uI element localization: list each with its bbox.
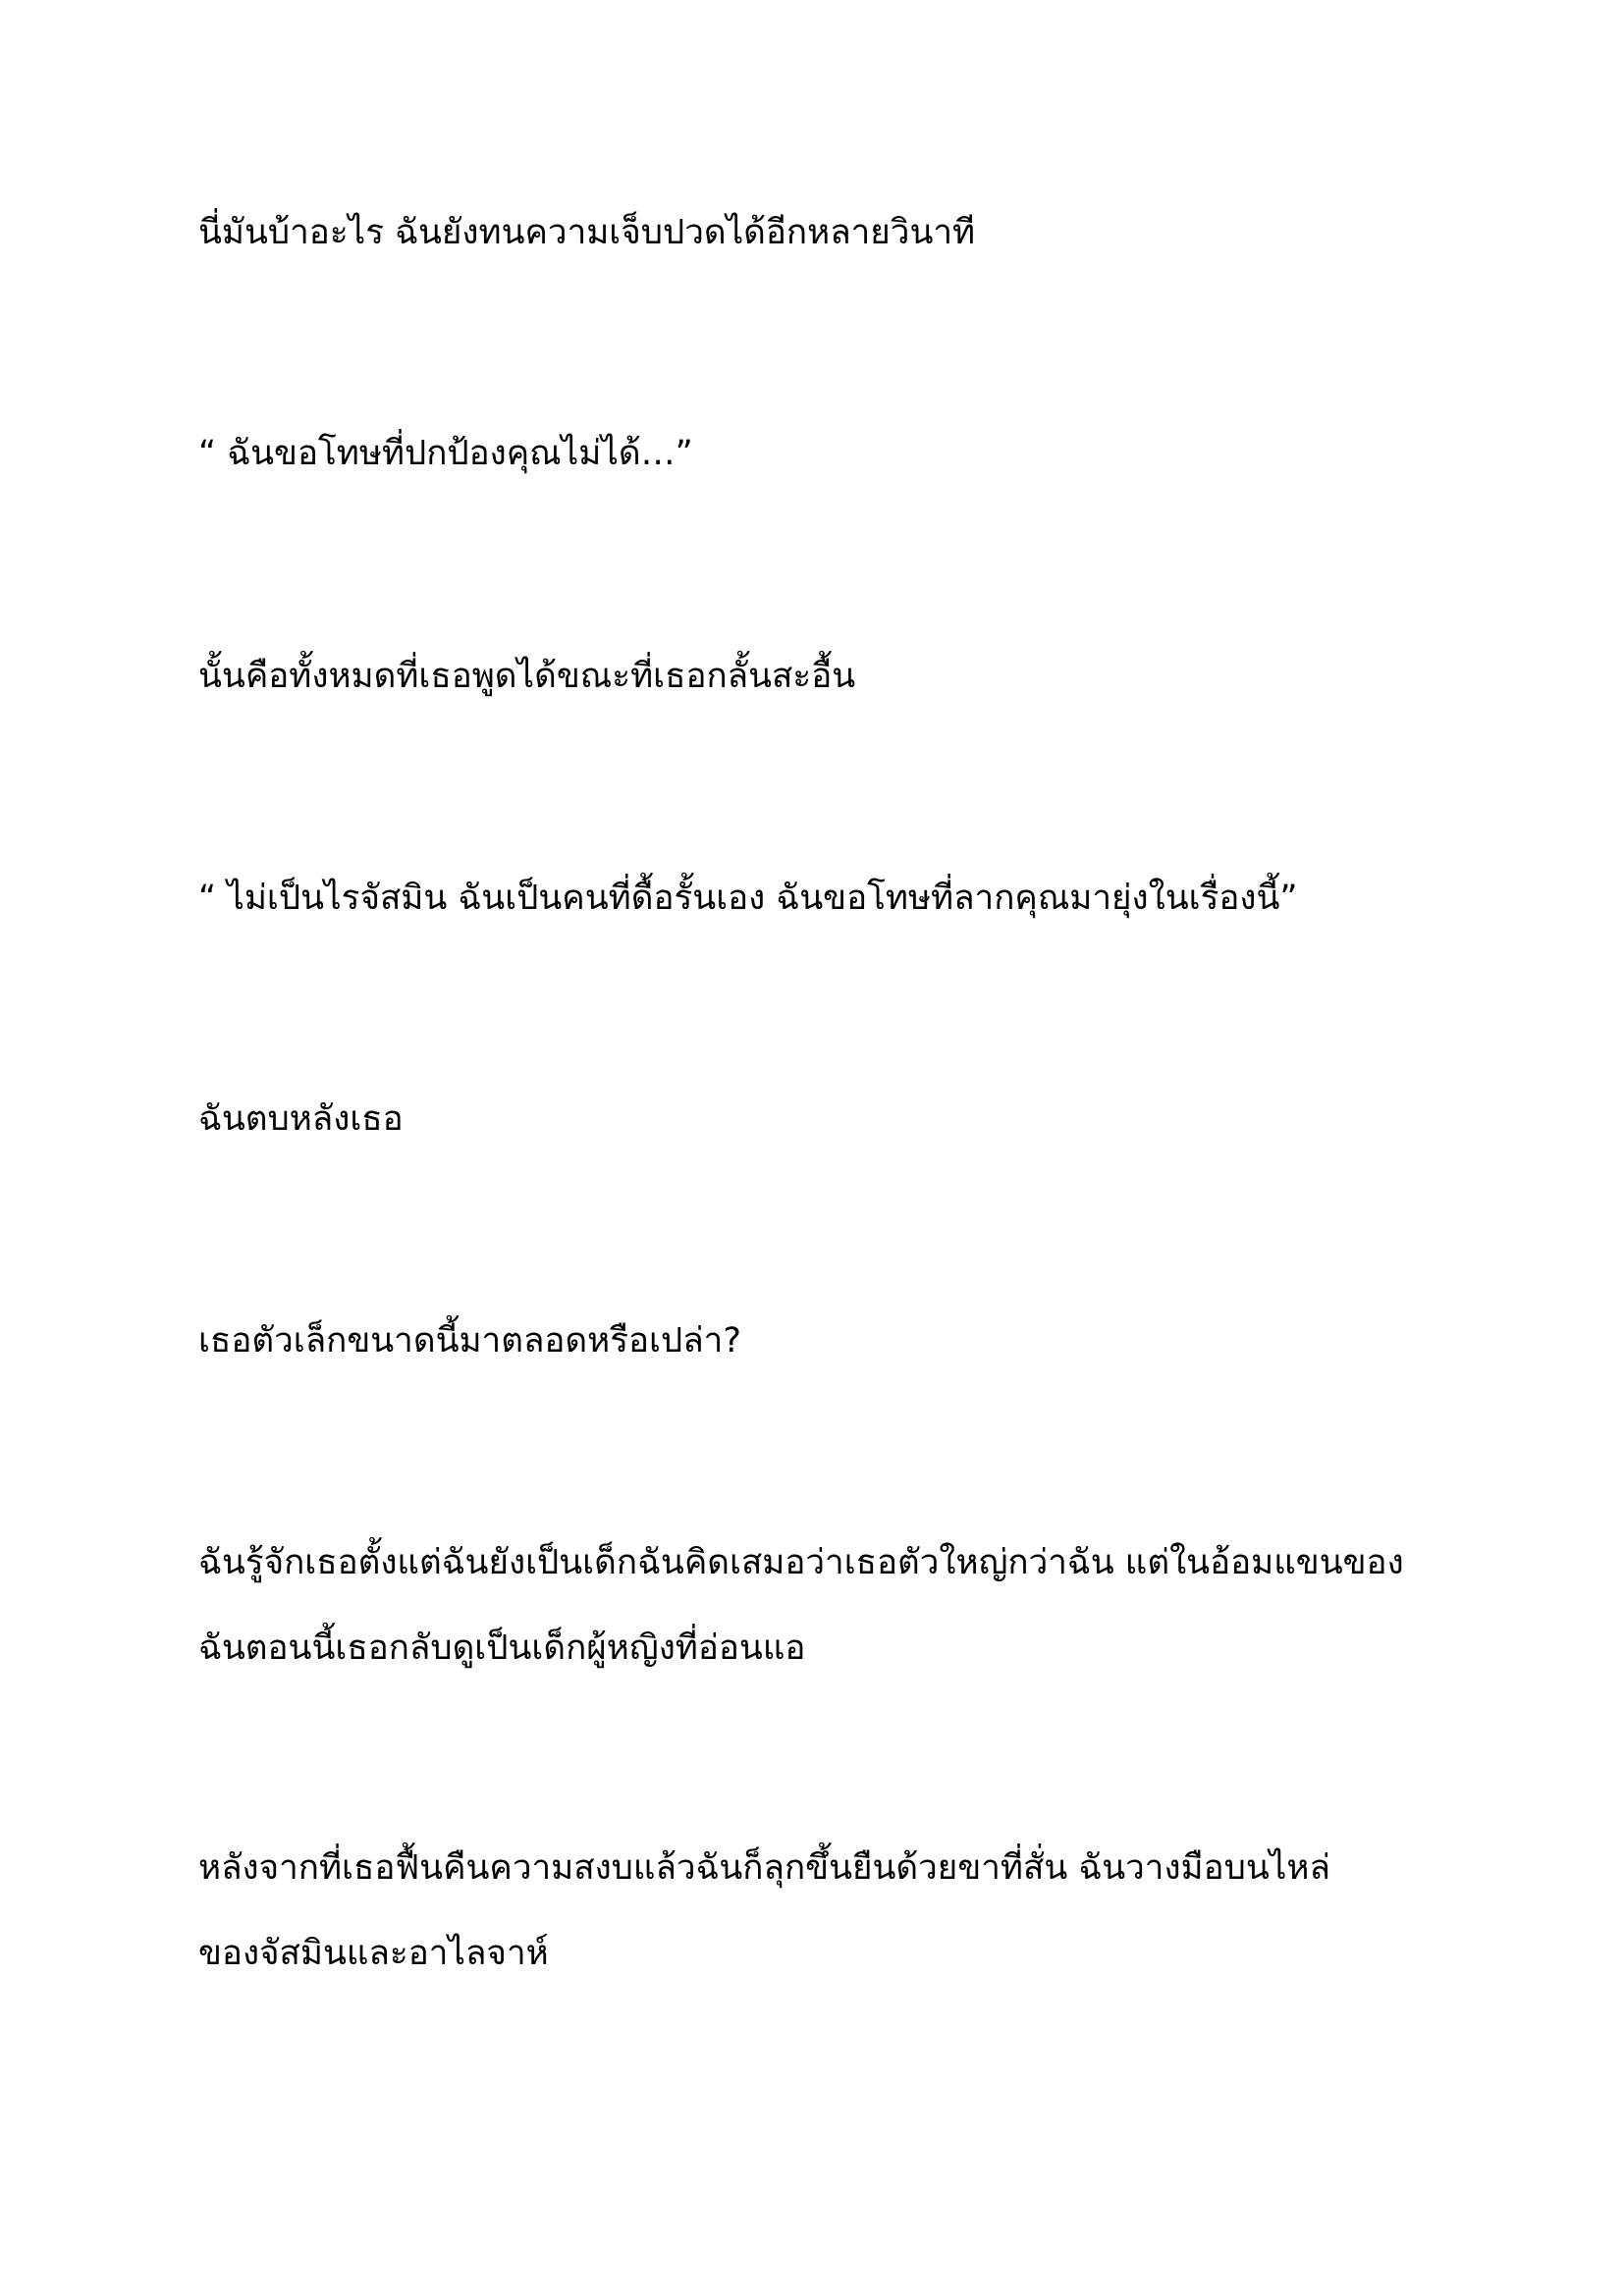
paragraph-6-line-1: เธอตัวเล็กขนาดนี้มาตลอดหรือเปล่า? [198,1321,741,1361]
paragraph-7-line-2: ฉันตอนนี้เธอกลับดูเป็นเด็กผู้หญิงที่อ่อนแอ [198,1629,806,1668]
paragraph-7-line-1: ฉันรู้จักเธอตั้งแต่ฉันยังเป็นเด็กฉันคิดเสมอว่าเธอตัวใหญ่กว่าฉัน แต่ในอ้อมแขนของ [198,1543,1404,1582]
paragraph-8-line-2: ของจัสมินและอาไลจาห์ [198,1934,549,1973]
paragraph-4-line-1: “ ไม่เป็นไรจัสมิน ฉันเป็นคนที่ดื้อรั้นเอง ฉันขอโทษที่ลากคุณมายุ่งในเรื่องนี้” [198,879,1298,918]
paragraph-1-line-1: นี่มันบ้าอะไร ฉันยังทนความเจ็บปวดได้อีกหลายวินาที [198,213,976,252]
paragraph-2-line-1: “ ฉันขอโทษที่ปกป้องคุณไม่ได้…” [198,434,693,473]
paragraph-8-line-1: หลังจากที่เธอฟื้นคืนความสงบแล้วฉันก็ลุกขึ้นยืนด้วยขาที่สั่น ฉันวางมือบนไหล่ [198,1848,1330,1888]
paragraph-3-line-1: นั้นคือทั้งหมดที่เธอพูดได้ขณะที่เธอกลั้นสะอื้น [198,657,856,696]
paragraph-5-line-1: ฉันตบหลังเธอ [198,1099,404,1139]
